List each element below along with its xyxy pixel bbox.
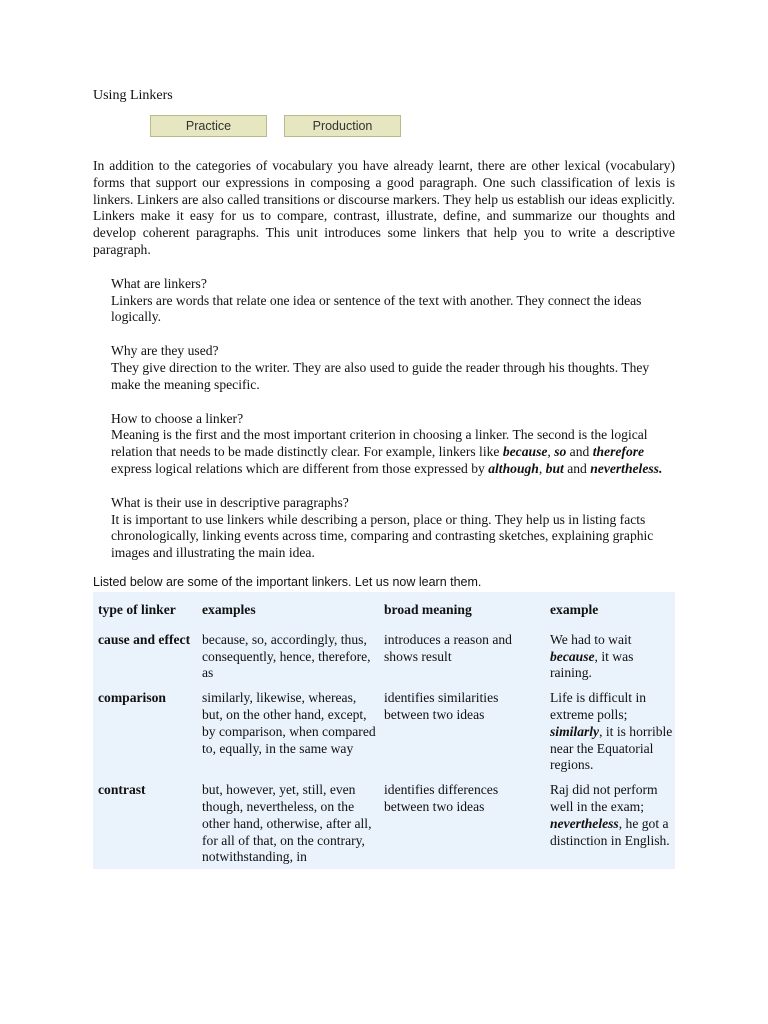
examples-cell: but, however, yet, still, even though, nevertheless, on the other hand, otherwise, after all, for all of that, on the contrary, notwithstanding, in [202,782,372,865]
example-text: , it was raining. [550,648,634,681]
example-linker: similarly [550,723,600,739]
emphasis-word: therefore [592,444,645,460]
example-linker: nevertheless [550,815,619,831]
column-header: examples [202,601,256,617]
answer-text: and [566,444,593,460]
intro-paragraph: In addition to the categories of vocabulary you have already learnt, there are other lexical (vocabulary) forms that support our expressions in composing a good paragraph. One such classification of lexis is linkers. Linkers are also called transitions or discourse markers. They help us establish our ideas explicitly. Linkers make it easy for us to compare, contrast, illustrate, define, and summarize our thoughts and develop coherent paragraphs. This unit introduces some linkers that help you to write a descriptive paragraph. [93,158,675,257]
table-header-row [93,592,675,632]
emphasis-word: but [545,460,564,476]
qa-answer: It is important to use linkers while describing a person, place or thing. They help us in listing facts chronologically, linking events across time, comparing and contrasting sketches, explaining graphic images and illustrating the main idea. [111,511,654,561]
qa-item [111,343,675,393]
qa-item [111,495,675,562]
meaning-cell: identifies differences between two ideas [384,782,499,814]
table-row [93,782,675,869]
examples-cell: similarly, likewise, whereas, but, on the other hand, except, by comparison, when compared to, equally, in the same way [202,690,376,756]
emphasis-word: so [554,444,567,460]
example-text: We had to wait [550,631,632,647]
linker-type-cell: comparison [98,690,166,706]
example-cell [545,690,675,782]
qa-item [111,276,675,326]
example-text: Raj did not perform well in the exam; [550,782,658,814]
page-title: Using Linkers [93,88,173,103]
example-text: , it is horrible near the Equatorial regions. [550,723,673,773]
qa-question: How to choose a linker? [111,410,244,426]
linkers-table [93,592,675,869]
qa-answer: They give direction to the writer. They are also used to guide the reader through his thoughts. They make the meaning specific. [111,359,650,392]
answer-text: express logical relations which are different from those expressed by [111,460,489,476]
example-text: , he got a distinction in English. [550,815,670,848]
qa-answer [111,427,675,477]
answer-text: , [538,460,546,476]
qa-question: What are linkers? [111,275,207,291]
document-page [93,86,675,869]
column-header: example [550,601,599,617]
linker-type-cell: cause and effect [98,631,191,647]
examples-cell: because, so, accordingly, thus, consequently, hence, therefore, as [202,631,371,681]
example-linker: because [550,648,595,664]
practice-button[interactable]: Practice [150,115,267,137]
answer-text: and [563,460,591,476]
button-row [93,115,675,137]
production-button[interactable]: Production [284,115,401,137]
table-intro-text: Listed below are some of the important linkers. Let us now learn them. [93,574,482,589]
emphasis-word: although [488,460,539,476]
answer-text: Meaning is the first and the most important criterion in choosing a linker. The second is the logical relation that needs to be made distinctly clear. For example, linkers like [111,427,648,460]
example-text: Life is difficult in extreme polls; [550,690,647,722]
meaning-cell: identifies similarities between two ideas [384,690,499,722]
qa-item [111,411,675,478]
example-cell [545,632,675,690]
emphasis-word: because [502,444,548,460]
qa-question: What is their use in descriptive paragraphs? [111,494,349,510]
qa-question: Why are they used? [111,343,219,359]
qa-answer: Linkers are words that relate one idea or sentence of the text with another. They connect the ideas logically. [111,292,642,325]
column-header: type of linker [98,601,176,617]
answer-text: , [547,444,555,460]
table-row [93,690,675,782]
meaning-cell: introduces a reason and shows result [384,631,512,664]
qa-section [111,276,675,562]
table-row [93,632,675,690]
example-cell [545,782,675,869]
emphasis-word: nevertheless. [590,460,663,476]
linker-type-cell: contrast [98,782,146,798]
column-header: broad meaning [384,601,472,617]
